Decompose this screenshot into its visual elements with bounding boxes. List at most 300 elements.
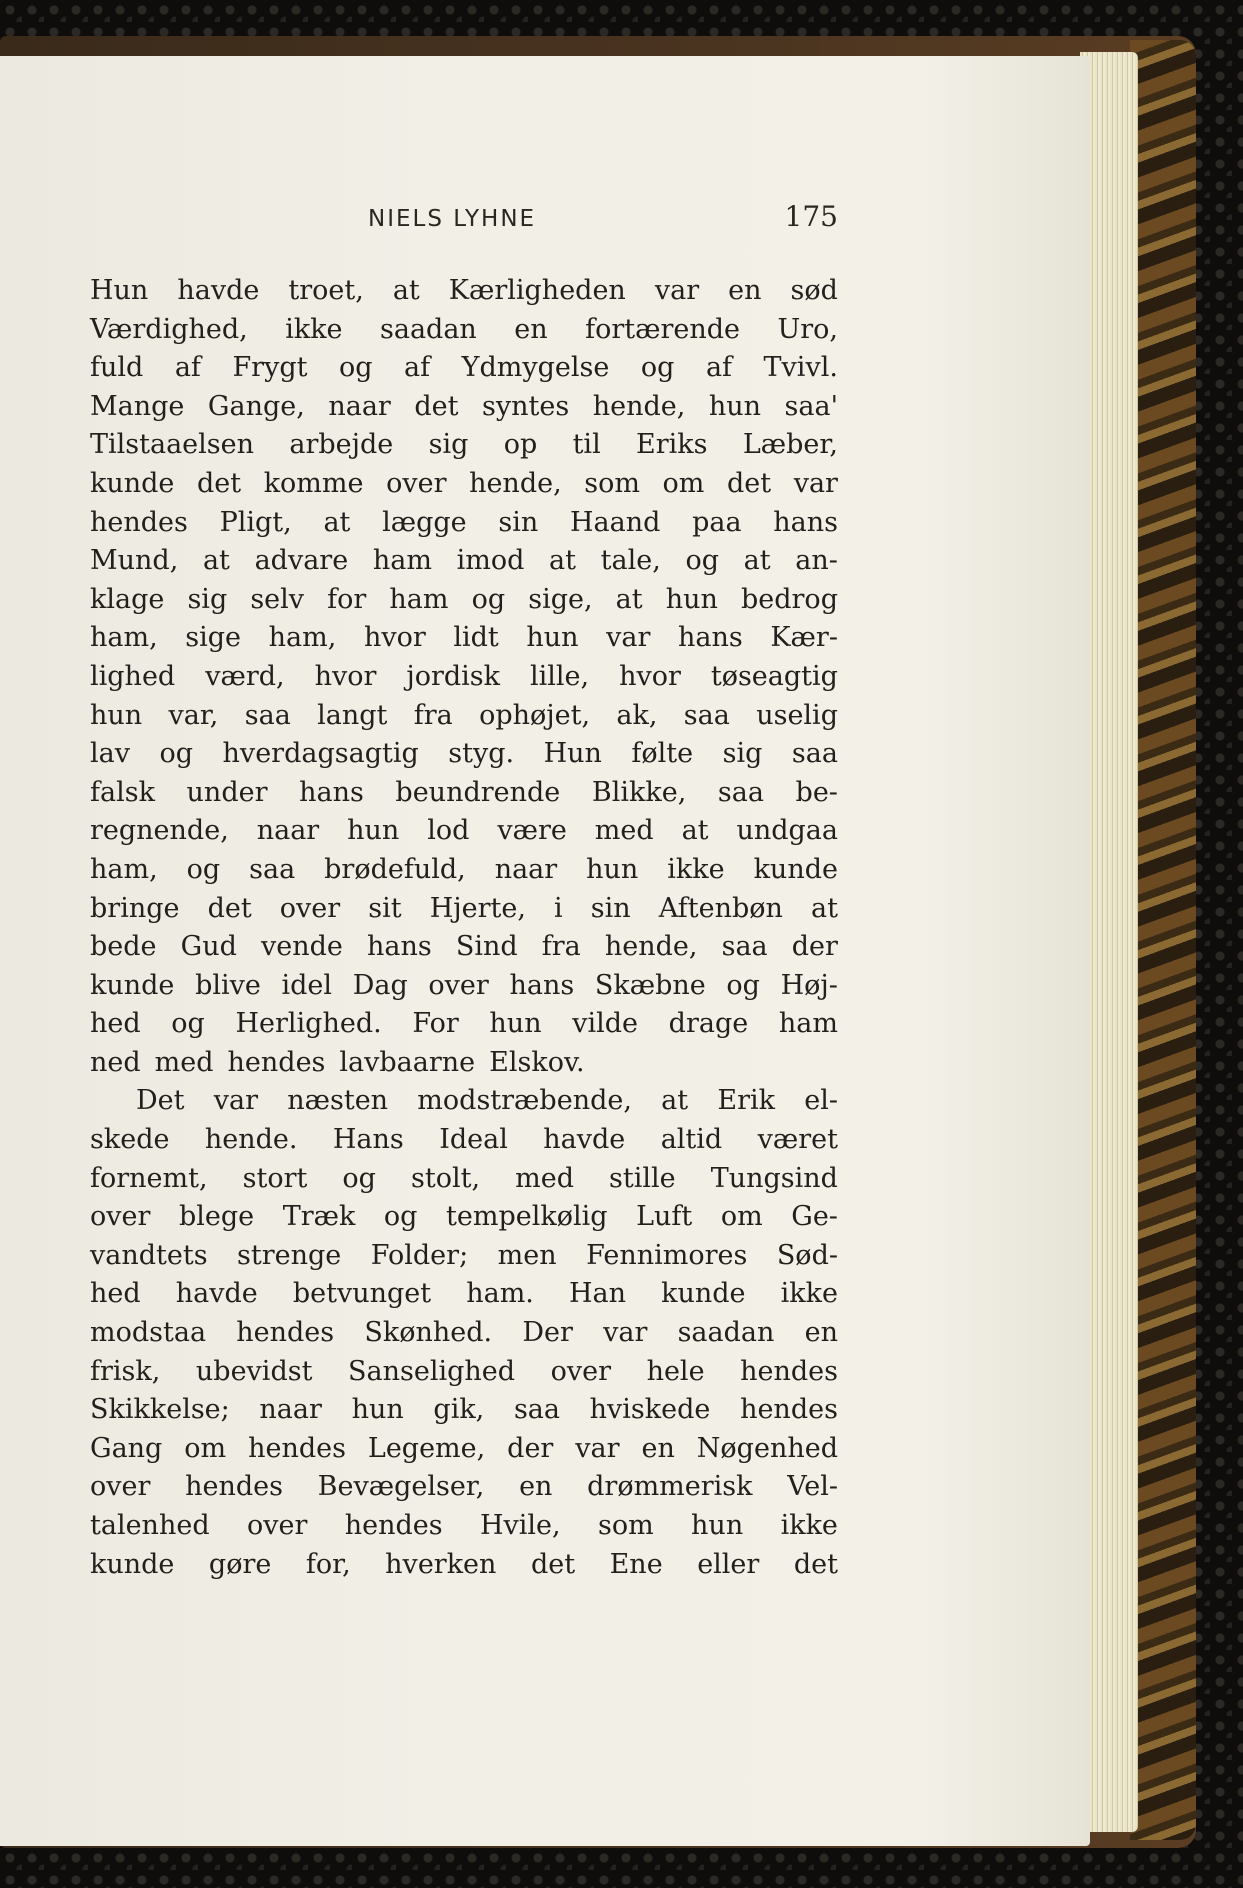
word: bedrog <box>740 583 838 615</box>
text-line <box>90 812 838 851</box>
text-line <box>90 1198 838 1237</box>
word: med <box>515 1162 574 1194</box>
word: ned <box>90 1046 141 1078</box>
word: Nøgenhed <box>696 1432 838 1464</box>
word: saadan <box>380 313 477 345</box>
text-line <box>90 349 838 388</box>
word: naar <box>259 1394 322 1426</box>
word: Ene <box>609 1548 663 1580</box>
word: Erik <box>717 1085 775 1117</box>
word: drømmerisk <box>587 1471 753 1503</box>
word: Blikke, <box>591 776 687 808</box>
text-line <box>90 697 838 736</box>
word: Ideal <box>439 1124 508 1156</box>
word: der <box>791 931 838 963</box>
word: blege <box>178 1201 255 1233</box>
word: hun <box>665 583 718 615</box>
word: og <box>471 583 506 615</box>
word: ham, <box>90 622 158 654</box>
word: imod <box>456 545 525 577</box>
word: hun <box>586 853 639 885</box>
word: bede <box>90 931 157 963</box>
word: arbejde <box>289 429 394 461</box>
word: hans <box>367 931 432 963</box>
word: hendes <box>90 506 188 538</box>
word: var <box>213 1085 258 1117</box>
word: Kær- <box>770 622 838 654</box>
word: og <box>171 1008 205 1040</box>
word: fuld <box>90 352 144 384</box>
word: hun <box>526 622 579 654</box>
word: om <box>662 467 705 499</box>
word: hendes <box>740 1394 838 1426</box>
word: være <box>497 815 567 847</box>
word: ham <box>372 545 432 577</box>
word: at <box>811 892 838 924</box>
word: hendes <box>227 1046 326 1078</box>
word: hun <box>90 699 143 731</box>
word: saa' <box>784 390 838 422</box>
word: styg. <box>448 738 515 770</box>
word: Ydmygelse <box>461 352 610 384</box>
word: betvunget <box>292 1278 432 1310</box>
word: Læber, <box>742 429 838 461</box>
word: Hun <box>90 275 149 306</box>
word: hans <box>509 969 575 1001</box>
word: Det <box>136 1085 185 1117</box>
word: af <box>174 352 201 384</box>
word: i <box>554 892 563 924</box>
word: og <box>338 352 373 384</box>
word: næsten <box>287 1085 389 1117</box>
word: idel <box>281 969 333 1001</box>
word: Gange, <box>207 390 305 422</box>
word: strenge <box>237 1239 342 1271</box>
word: det <box>196 467 242 499</box>
word: ikke <box>285 313 343 345</box>
word: kunde <box>90 1548 175 1580</box>
word: Hvile, <box>479 1510 561 1541</box>
word: til <box>572 429 601 461</box>
word: ikke <box>780 1510 838 1541</box>
word: regnende, <box>90 815 229 847</box>
word: jordisk <box>406 660 501 692</box>
word: For <box>412 1008 459 1040</box>
word: ophøjet, <box>479 699 591 731</box>
word: Gud <box>180 931 237 963</box>
text-line <box>90 542 838 581</box>
text-line <box>90 504 838 543</box>
word: lav <box>90 738 130 770</box>
word: Mund, <box>90 545 179 577</box>
word: Gang <box>90 1432 163 1464</box>
word: Elskov. <box>489 1046 585 1078</box>
text-line <box>90 890 838 929</box>
text-line <box>90 272 838 311</box>
word: undgaa <box>736 815 838 847</box>
text-line <box>90 1546 838 1585</box>
word: Hun <box>543 738 602 770</box>
word: var <box>606 622 651 654</box>
word: for, <box>305 1548 351 1580</box>
word: naar <box>328 390 391 422</box>
word: var <box>603 1317 648 1349</box>
word: fra <box>413 699 453 731</box>
word: hed <box>90 1278 141 1310</box>
word: fornemt, <box>90 1162 208 1194</box>
word: det <box>530 1548 576 1580</box>
word: modstaa <box>90 1317 207 1349</box>
word: hende, <box>469 467 562 499</box>
word: langt <box>317 699 388 731</box>
word: over <box>550 1355 611 1387</box>
word: sin <box>498 506 539 538</box>
word: beundrende <box>395 776 561 808</box>
word: en <box>804 1317 838 1349</box>
word: Tvivl. <box>763 352 838 384</box>
word: Høj- <box>780 969 838 1001</box>
word: hende, <box>592 390 686 422</box>
word: om <box>184 1432 227 1464</box>
word: hverken <box>385 1548 497 1580</box>
word: over <box>279 892 341 924</box>
text-line <box>90 1005 838 1044</box>
word: af <box>705 352 733 384</box>
text-line <box>90 1314 838 1353</box>
text-line <box>90 465 838 504</box>
word: ham, <box>268 622 337 654</box>
word: modstræbende, <box>417 1085 632 1117</box>
word: sig <box>722 738 763 770</box>
word: sige <box>185 622 242 654</box>
word: ham <box>389 583 449 615</box>
text-line <box>90 1160 838 1199</box>
text-line <box>90 1391 838 1430</box>
word: tale, <box>600 545 661 577</box>
word: hun <box>691 1510 744 1541</box>
word: af <box>404 352 431 384</box>
word: Træk <box>282 1201 356 1233</box>
word: vandtets <box>90 1239 208 1271</box>
text-line <box>90 1121 838 1160</box>
word: vende <box>261 931 343 963</box>
word: stort <box>242 1162 308 1194</box>
word: Sød- <box>776 1239 838 1271</box>
word: Skæbne <box>594 969 706 1001</box>
word: Pligt, <box>219 506 292 538</box>
word: sit <box>368 892 402 924</box>
word: og <box>159 738 194 770</box>
text-line <box>90 735 838 774</box>
word: og <box>342 1162 376 1194</box>
word: Tungsind <box>710 1162 838 1194</box>
word: advare <box>254 545 349 577</box>
word: hed <box>90 1008 141 1040</box>
word: Han <box>568 1278 627 1310</box>
word: stolt, <box>411 1162 481 1194</box>
word: saa <box>717 776 764 808</box>
word: Tilstaaelsen <box>90 429 255 461</box>
word: over <box>386 467 447 499</box>
text-line <box>90 1082 838 1121</box>
running-head <box>90 200 838 240</box>
word: hans <box>299 776 364 808</box>
word: hvor <box>619 660 681 692</box>
word: lidt <box>453 622 499 654</box>
word: drage <box>668 1008 749 1040</box>
word: saa <box>249 853 296 885</box>
word: hun <box>347 815 400 847</box>
word: og <box>383 1201 418 1233</box>
word: hendes <box>344 1510 443 1541</box>
word: over <box>90 1201 151 1233</box>
text-line <box>90 658 838 697</box>
word: kunde <box>90 969 175 1001</box>
word: Uro, <box>777 313 838 345</box>
word: en <box>519 1471 553 1503</box>
text-line <box>90 1237 838 1276</box>
word: ham, <box>90 853 158 885</box>
word: Fennimores <box>586 1239 748 1271</box>
word: hun <box>351 1394 404 1426</box>
text-line <box>90 581 838 620</box>
word: Skønhed. <box>364 1317 493 1349</box>
word: be- <box>795 776 838 808</box>
word: saa <box>791 738 838 770</box>
word: var, <box>168 699 219 731</box>
word: Aftenbøn <box>658 892 783 924</box>
word: kunde <box>661 1278 746 1310</box>
text-line <box>90 426 838 465</box>
word: ubevidst <box>195 1355 313 1387</box>
word: selv <box>250 583 305 615</box>
word: sig <box>187 583 228 615</box>
word: brødefuld, <box>324 853 466 885</box>
word: og <box>726 969 760 1001</box>
word: Eriks <box>636 429 708 461</box>
word: ham <box>778 1008 838 1040</box>
word: der <box>507 1432 554 1464</box>
word: ikke <box>667 853 725 885</box>
word: Mange <box>90 390 185 422</box>
word: uselig <box>756 699 838 731</box>
word: for <box>327 583 367 615</box>
word: Herlighed. <box>235 1008 382 1040</box>
word: gøre <box>208 1548 272 1580</box>
body-text <box>90 272 838 1584</box>
word: ham. <box>466 1278 534 1310</box>
word: an- <box>795 545 838 577</box>
word: om <box>720 1201 763 1233</box>
word: Sanselighed <box>348 1355 516 1387</box>
word: eller <box>697 1548 760 1580</box>
word: blive <box>195 969 261 1001</box>
word: en <box>514 313 548 345</box>
word: hverdagsagtig <box>222 738 419 770</box>
word: skede <box>90 1124 170 1156</box>
word: lod <box>427 815 470 847</box>
word: Frygt <box>232 352 308 384</box>
word: el- <box>804 1085 838 1117</box>
word: Haand <box>569 506 661 538</box>
word: hans <box>773 506 838 538</box>
word: hendes <box>236 1317 335 1349</box>
word: syntes <box>482 390 570 422</box>
text-line <box>90 851 838 890</box>
word: ak, <box>616 699 658 731</box>
word: hun <box>708 390 761 422</box>
word: sød <box>790 275 838 306</box>
word: havde <box>543 1124 626 1156</box>
text-line <box>90 1353 838 1392</box>
word: som <box>597 1510 654 1541</box>
word: saa <box>721 931 768 963</box>
word: lavbaarne <box>339 1046 476 1078</box>
word: over <box>246 1510 308 1541</box>
word: hende. <box>204 1124 298 1156</box>
word: op <box>503 429 538 461</box>
word: tøseagtig <box>710 660 838 692</box>
word: følte <box>631 738 694 770</box>
word: at <box>202 545 230 577</box>
word: bringe <box>90 892 180 924</box>
word: en <box>728 275 762 306</box>
word: havde <box>177 275 260 306</box>
word: Dag <box>352 969 408 1001</box>
word: Legeme, <box>367 1432 486 1464</box>
word: hendes <box>740 1355 838 1387</box>
text-line <box>90 311 838 350</box>
book-title: NIELS LYHNE <box>368 206 537 232</box>
word: hendes <box>185 1471 283 1503</box>
word: over <box>428 969 489 1001</box>
word: det <box>207 892 252 924</box>
word: og <box>640 352 675 384</box>
word: hele <box>646 1355 705 1387</box>
book-cover-edge <box>1130 40 1196 1840</box>
text-line <box>90 388 838 427</box>
word: troet, <box>288 275 364 306</box>
text-line <box>90 1044 838 1083</box>
word: med <box>154 1046 214 1078</box>
page-number: 175 <box>784 200 838 233</box>
word: ikke <box>780 1278 838 1310</box>
word: paa <box>692 506 742 538</box>
word: at <box>392 275 420 306</box>
word: hviskede <box>589 1394 711 1426</box>
word: falsk <box>90 776 155 808</box>
word: altid <box>660 1124 723 1156</box>
text-line <box>90 1468 838 1507</box>
word: at <box>661 1085 689 1117</box>
text-line <box>90 1430 838 1469</box>
word: Luft <box>636 1201 693 1233</box>
word: at <box>549 545 576 577</box>
word: Bevægelser, <box>317 1471 485 1503</box>
word: en <box>641 1432 675 1464</box>
text-line <box>90 967 838 1006</box>
word: komme <box>263 467 364 499</box>
word: var <box>654 275 700 306</box>
word: Ge- <box>791 1201 838 1233</box>
word: og <box>685 545 719 577</box>
word: Folder; <box>370 1239 469 1271</box>
word: at <box>681 815 709 847</box>
word: gik, <box>433 1394 485 1426</box>
word: værd, <box>205 660 285 692</box>
word: lille, <box>529 660 590 692</box>
word: Kærligheden <box>448 275 626 306</box>
word: det <box>793 1548 838 1580</box>
word: at <box>615 583 643 615</box>
word: havde <box>175 1278 258 1310</box>
word: stille <box>609 1162 676 1194</box>
word: frisk, <box>90 1355 161 1387</box>
word: hans <box>678 622 743 654</box>
word: naar <box>494 853 558 885</box>
word: fra <box>541 931 581 963</box>
word: saadan <box>677 1317 775 1349</box>
word: Der <box>522 1317 573 1349</box>
word: saa <box>244 699 291 731</box>
word: kunde <box>90 467 175 499</box>
word: Sind <box>455 931 518 963</box>
word: Hans <box>332 1124 404 1156</box>
word: hun <box>489 1008 542 1040</box>
word: Skikkelse; <box>90 1394 230 1426</box>
word: hvor <box>363 622 426 654</box>
word: Vel- <box>787 1471 838 1503</box>
word: var <box>793 467 838 499</box>
word: sige, <box>528 583 593 615</box>
word: lægge <box>382 506 467 538</box>
word: vilde <box>572 1008 639 1040</box>
word: kunde <box>753 853 838 885</box>
word: sig <box>428 429 469 461</box>
word: hendes <box>248 1432 346 1464</box>
text-line <box>90 1507 838 1546</box>
text-line <box>90 928 838 967</box>
word: Hjerte, <box>429 892 526 924</box>
word: men <box>497 1239 557 1271</box>
word: hende, <box>604 931 698 963</box>
word: hvor <box>314 660 377 692</box>
text-line <box>90 1275 838 1314</box>
text-line <box>90 774 838 813</box>
word: med <box>594 815 654 847</box>
word: talenhed <box>90 1510 210 1541</box>
word: lighed <box>90 660 176 692</box>
word: Værdighed, <box>90 313 248 345</box>
word: fortærende <box>585 313 741 345</box>
word: det <box>726 467 772 499</box>
word: var <box>575 1432 620 1464</box>
word: under <box>186 776 268 808</box>
word: at <box>743 545 771 577</box>
word: og <box>186 853 221 885</box>
word: naar <box>256 815 320 847</box>
word: over <box>90 1471 151 1503</box>
word: saa <box>683 699 730 731</box>
word: klage <box>90 583 165 615</box>
word: saa <box>513 1394 560 1426</box>
word: det <box>414 390 459 422</box>
word: som <box>584 467 640 499</box>
word: tempelkølig <box>446 1201 608 1233</box>
word: sin <box>590 892 631 924</box>
word: at <box>323 506 351 538</box>
word: været <box>757 1124 838 1156</box>
